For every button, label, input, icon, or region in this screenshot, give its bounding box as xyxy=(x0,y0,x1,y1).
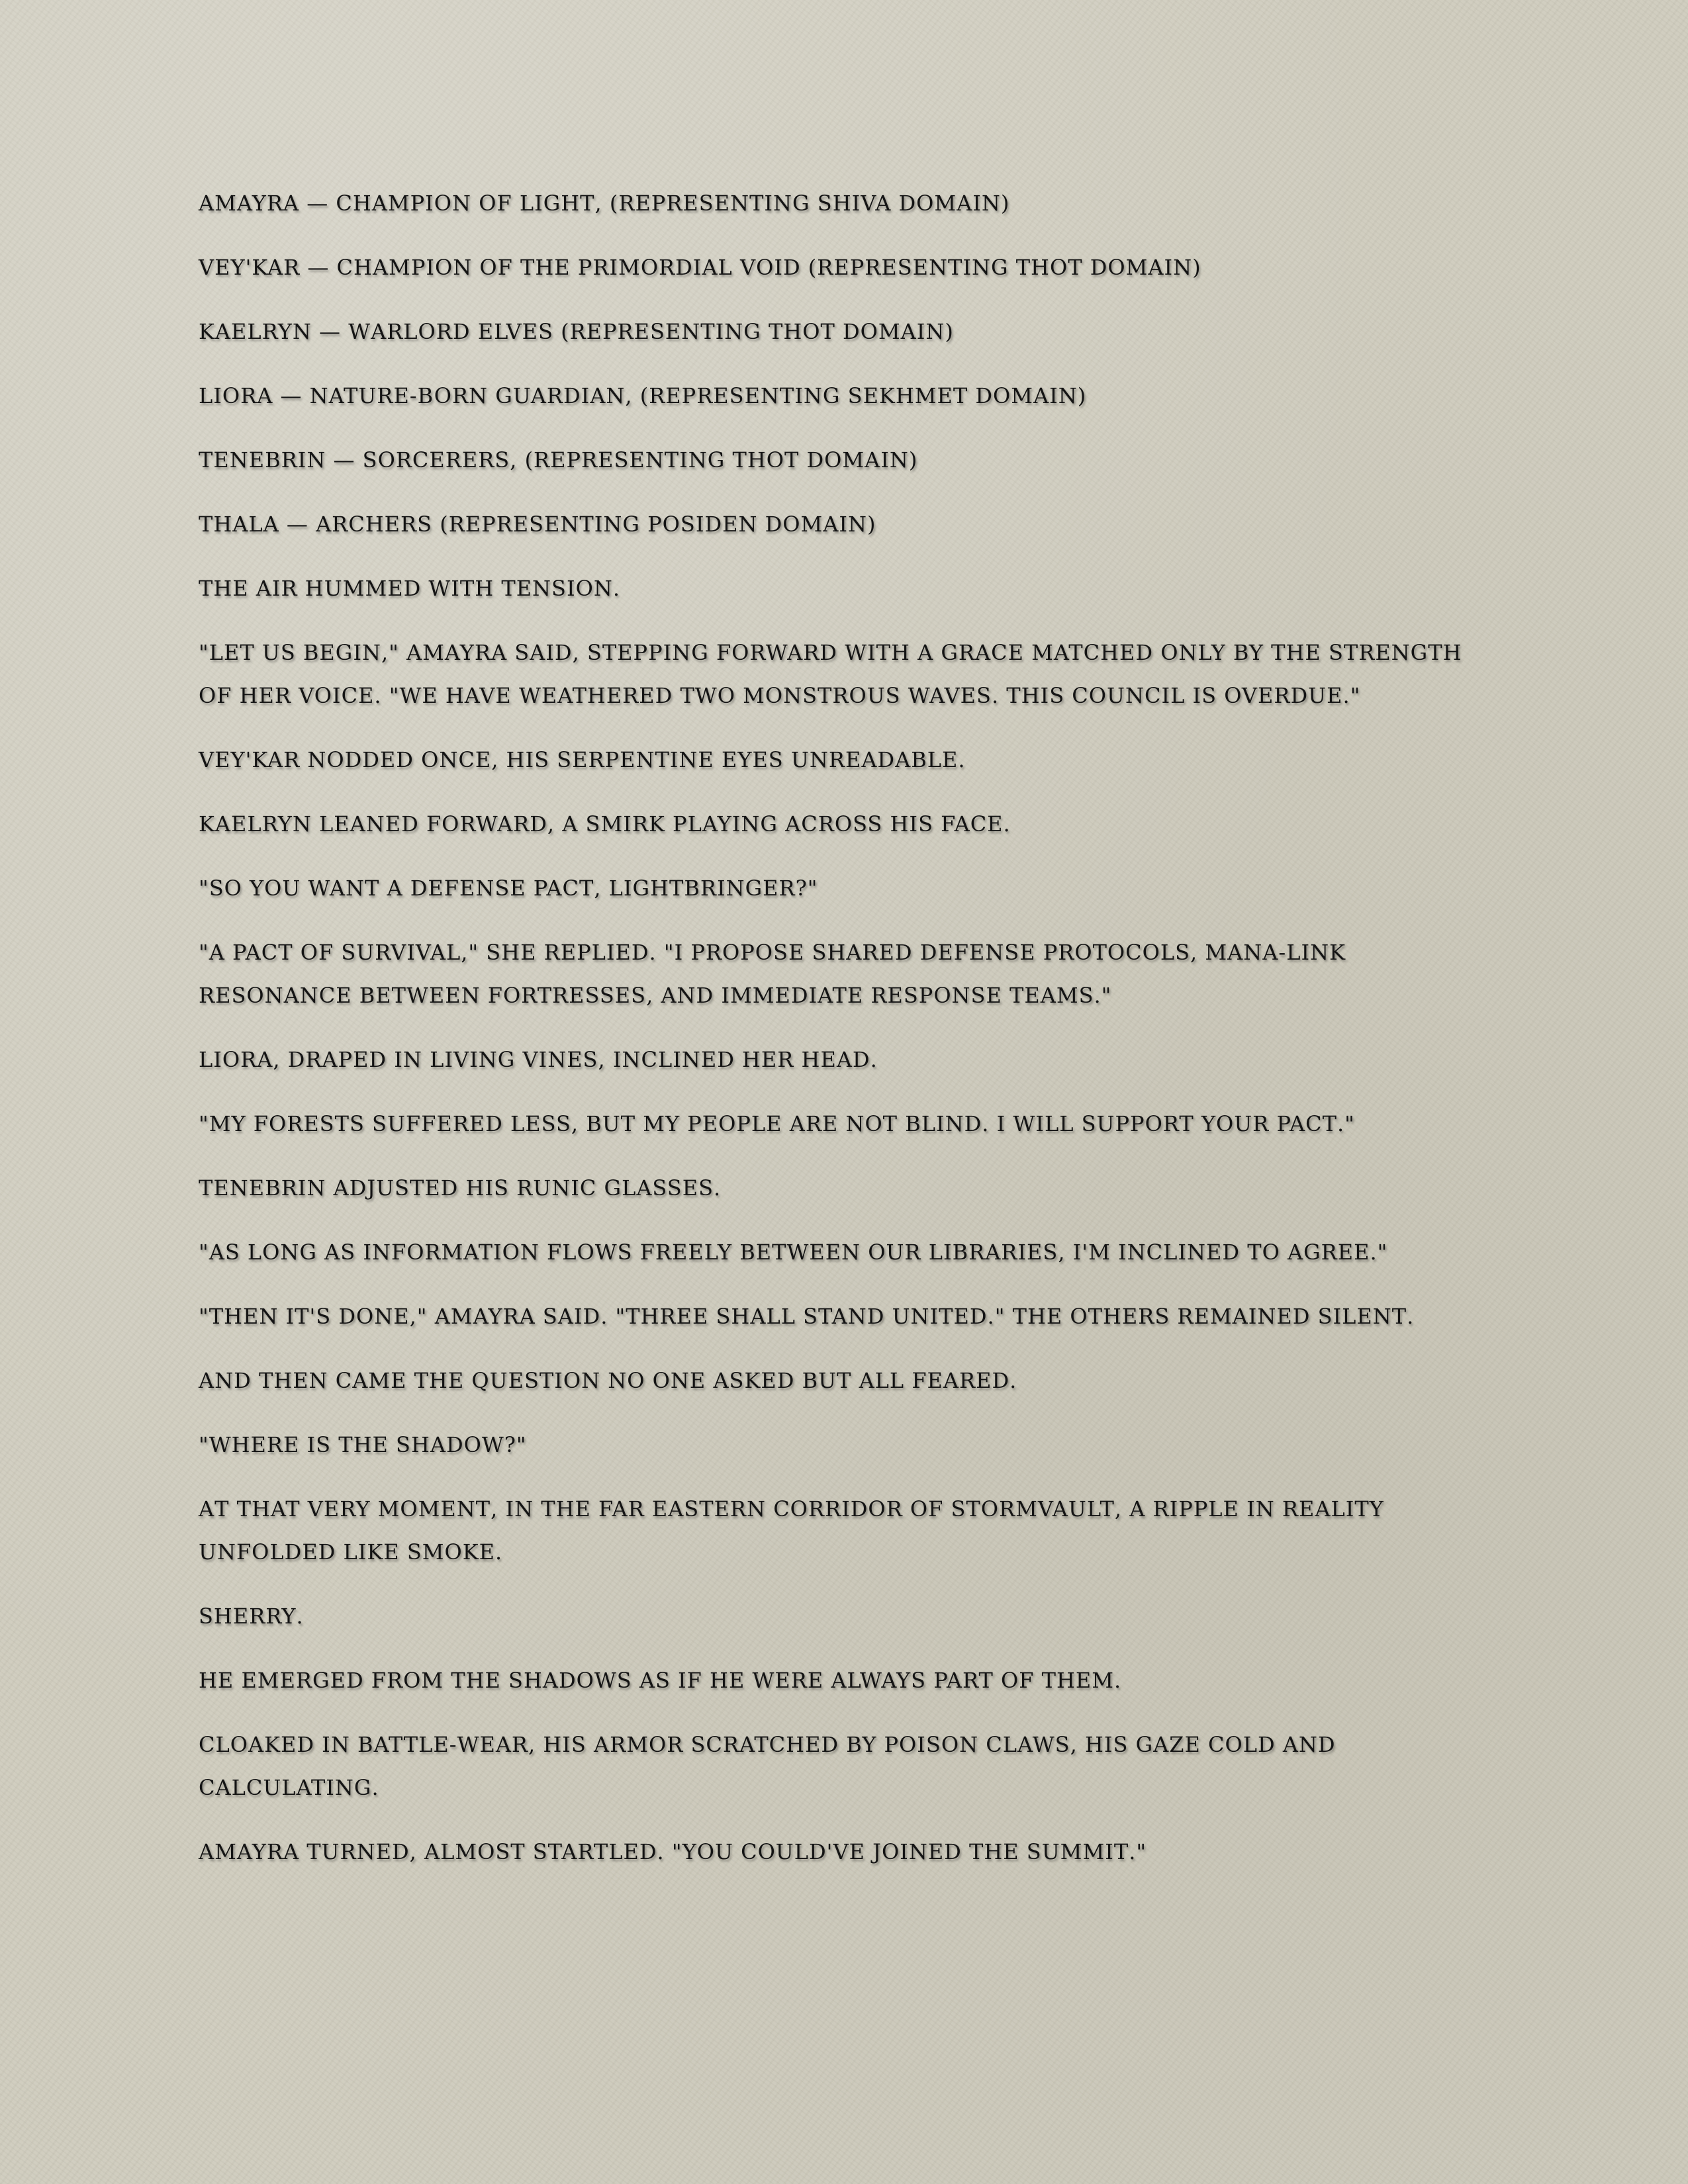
story-paragraph: Sherry. xyxy=(199,1595,304,1631)
story-paragraph: "Where is the Shadow?" xyxy=(199,1424,527,1459)
story-paragraph: "My forests suffered less, but my people are not blind. I will support your pact." xyxy=(199,1103,1355,1138)
document-page xyxy=(199,179,1496,1891)
story-paragraph: And then came the question no one asked but all feared. xyxy=(199,1359,1017,1395)
story-paragraph: "As long as information flows freely between our libraries, I'm inclined to agree." xyxy=(199,1231,1388,1267)
story-paragraph: The air hummed with tension. xyxy=(199,567,621,603)
story-paragraph: "Let us begin," Amayra said, stepping forward with a grace matched only by the strength of her voice. "We have weathered two monstrous waves. This council is overdue." xyxy=(199,631,1462,710)
story-paragraph: Kaelryn leaned forward, a smirk playing across his face. xyxy=(199,803,1011,839)
story-paragraph: "Then it's done," Amayra said. "Three shall stand united." The others remained silent. xyxy=(199,1295,1415,1331)
story-paragraph: Liora, draped in living vines, inclined her head. xyxy=(199,1038,878,1074)
story-paragraph: At that very moment, in the far eastern corridor of Stormvault, a ripple in reality unfolded like smoke. xyxy=(199,1488,1384,1567)
story-paragraph: He emerged from the shadows as if he were always part of them. xyxy=(199,1659,1122,1695)
roster-line-thala: Thala — Archers (Representing Posiden domain) xyxy=(199,503,876,539)
roster-line-kaelryn: Kaelryn — Warlord elves (Representing Thot domain) xyxy=(199,310,954,346)
roster-line-liora: Liora — Nature-born guardian, (Representing Sekhmet domain) xyxy=(199,375,1087,410)
story-paragraph: Amayra turned, almost startled. "You could've joined the summit." xyxy=(199,1831,1147,1866)
roster-line-veykar: Vey'kar — Champion of the Primordial Void (Representing Thot domain) xyxy=(199,246,1201,282)
roster-line-amayra: Amayra — Champion of Light, (Representing Shiva domain) xyxy=(199,182,1010,218)
story-paragraph: "So you want a defense pact, Lightbringer?" xyxy=(199,867,818,903)
roster-line-tenebrin: Tenebrin — Sorcerers, (Representing Thot domain) xyxy=(199,439,918,475)
story-paragraph: Cloaked in battle-wear, his armor scratched by poison claws, his gaze cold and calculating. xyxy=(199,1723,1336,1802)
story-paragraph: "A pact of survival," she replied. "I propose shared defense protocols, mana-link resonance between fortresses, and immediate response teams." xyxy=(199,931,1346,1010)
story-paragraph: Tenebrin adjusted his runic glasses. xyxy=(199,1167,722,1203)
story-paragraph: Vey'kar nodded once, his serpentine eyes unreadable. xyxy=(199,739,966,774)
